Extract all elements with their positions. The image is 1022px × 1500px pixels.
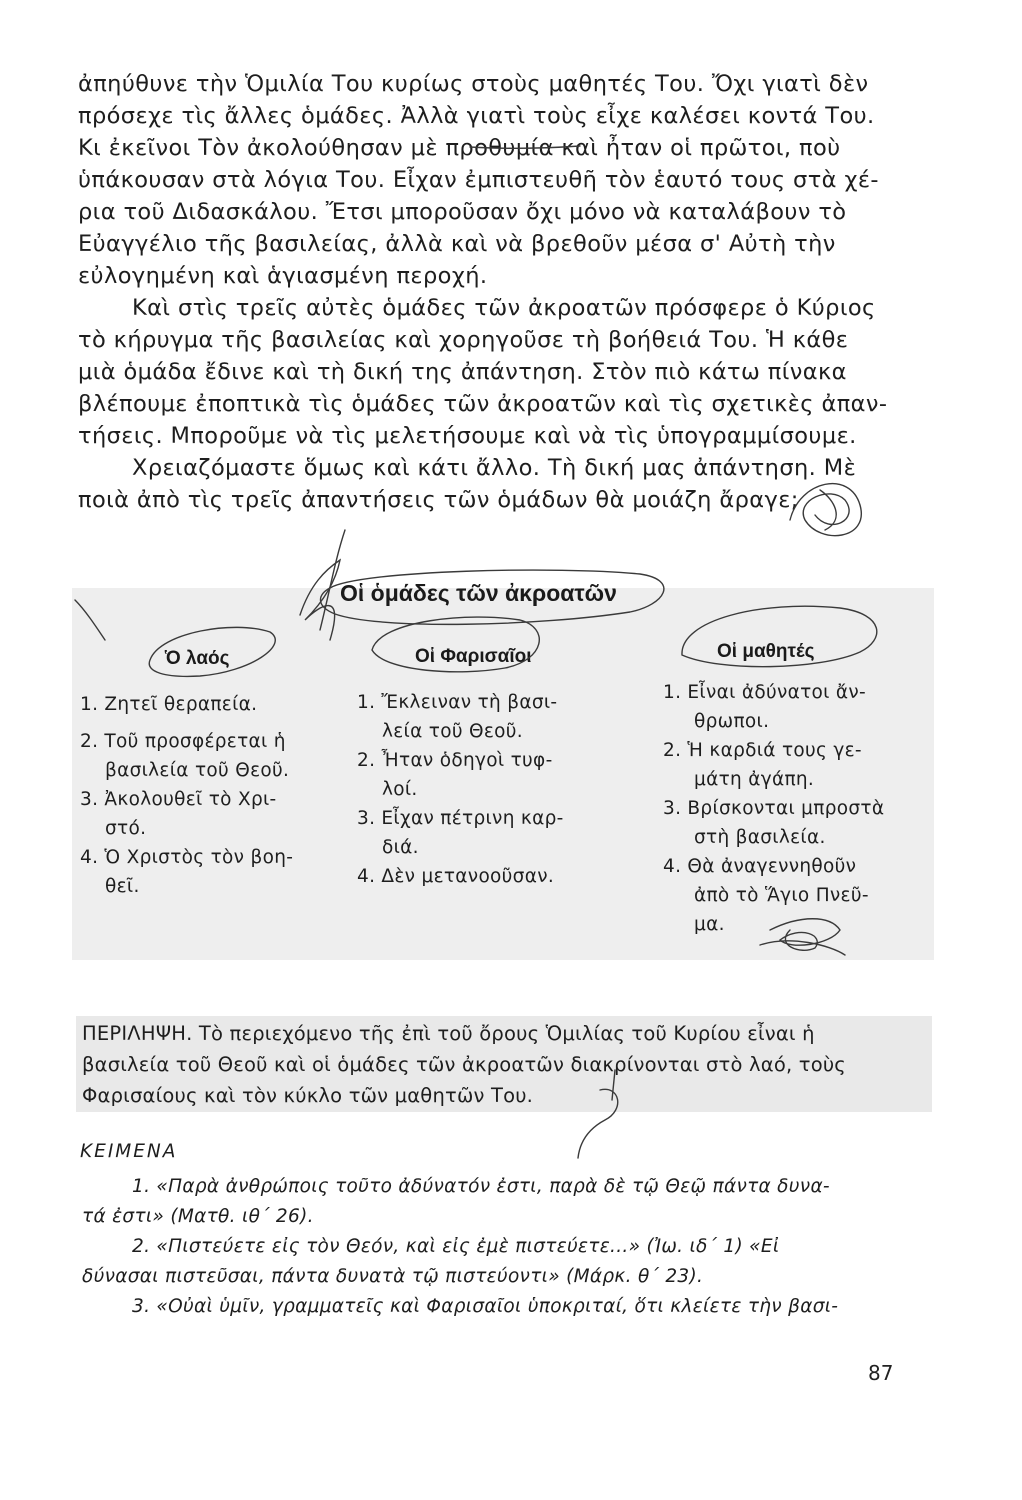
list-item: στὴ βασιλεία. bbox=[694, 827, 826, 848]
body-line: πρόσεχε τὶς ἄλλες ὁμάδες. Ἀλλὰ γιατὶ τοὺς εἶχε καλέσει κοντά Του. bbox=[78, 103, 875, 129]
list-item: 3. Ἀκολουθεῖ τὸ Χρι- bbox=[80, 789, 277, 810]
column-heading-disciples: Οἱ μαθητές bbox=[717, 641, 815, 662]
body-line: ποιὰ ἀπὸ τὶς τρεῖς ἀπαντήσεις τῶν ὁμάδων θὰ μοιάζη ἄραγε; bbox=[78, 487, 799, 513]
reference-line: 3. «Οὐαὶ ὑμῖν, γραμματεῖς καὶ Φαρισαῖοι ὑποκριταί, ὅτι κλείετε τὴν βασι- bbox=[132, 1296, 839, 1317]
summary-line: Φαρισαίους καὶ τὸν κύκλο τῶν μαθητῶν Του. bbox=[82, 1084, 534, 1107]
summary-line: βασιλεία τοῦ Θεοῦ καὶ οἱ ὁμάδες τῶν ἀκροατῶν διακρίνονται στὸ λαό, τοὺς bbox=[82, 1053, 846, 1076]
body-line: Κι ἐκεῖνοι Τὸν ἀκολούθησαν μὲ προθυμία καὶ ἦταν οἱ πρῶτοι, ποὺ bbox=[78, 135, 841, 161]
list-item: 1. Ἔκλειναν τὴ βασι- bbox=[357, 692, 558, 713]
body-line: βλέπουμε ἐποπτικὰ τὶς ὁμάδες τῶν ἀκροατῶν καὶ τὶς σχετικὲς ἀπαν- bbox=[78, 391, 888, 417]
body-line: Καὶ στὶς τρεῖς αὐτὲς ὁμάδες τῶν ἀκροατῶν πρόσφερε ὁ Κύριος bbox=[132, 295, 876, 321]
list-item: 3. Βρίσκονται μπροστὰ bbox=[663, 798, 885, 819]
column-heading-people: Ὁ λαός bbox=[165, 648, 230, 669]
body-line: ἀπηύθυνε τὴν Ὁμιλία Του κυρίως στοὺς μαθητές Του. Ὄχι γιατὶ δὲν bbox=[78, 71, 869, 97]
summary-line: ΠΕΡΙΛΗΨΗ. Τὸ περιεχόμενο τῆς ἐπὶ τοῦ ὄρους Ὁμιλίας τοῦ Κυρίου εἶναι ἡ bbox=[82, 1022, 815, 1045]
body-line: εὐλογημένη καὶ ἁγιασμένη περοχή. bbox=[78, 263, 488, 289]
column-people-list bbox=[80, 690, 293, 901]
list-item: ἀπὸ τὸ Ἅγιο Πνεῦ- bbox=[694, 885, 869, 906]
list-item: βασιλεία τοῦ Θεοῦ. bbox=[105, 760, 290, 781]
column-pharisees-list bbox=[357, 688, 564, 891]
list-item: 4. Θὰ ἀναγεννηθοῦν bbox=[663, 856, 857, 877]
list-item: θρωποι. bbox=[694, 711, 770, 732]
body-line: Χρειαζόμαστε ὅμως καὶ κάτι ἄλλο. Τὴ δική μας ἀπάντηση. Μὲ bbox=[132, 455, 857, 481]
body-text bbox=[78, 68, 908, 516]
body-line: τήσεις. Μποροῦμε νὰ τὶς μελετήσουμε καὶ νὰ τὶς ὑπογραμμίσουμε. bbox=[78, 423, 857, 449]
reference-line: 1. «Παρὰ ἀνθρώποις τοῦτο ἀδύνατόν ἐστι, παρὰ δὲ τῷ Θεῷ πάντα δυνα- bbox=[132, 1176, 830, 1197]
column-disciples-list bbox=[663, 678, 884, 939]
body-line: Εὐαγγέλιο τῆς βασιλείας, ἀλλὰ καὶ νὰ βρεθοῦν μέσα σ' Αὐτὴ τὴν bbox=[78, 231, 836, 257]
list-item: 2. Ἦταν ὁδηγοὶ τυφ- bbox=[357, 750, 553, 771]
list-item: λοί. bbox=[382, 779, 418, 800]
list-item: 4. Δὲν μετανοοῦσαν. bbox=[357, 866, 555, 887]
summary-box bbox=[76, 1016, 932, 1112]
body-line: ρια τοῦ Διδασκάλου. Ἔτσι μποροῦσαν ὄχι μόνο νὰ καταλάβουν τὸ bbox=[78, 199, 847, 225]
list-item: 4. Ὁ Χριστὸς τὸν βοη- bbox=[80, 847, 294, 868]
list-item: θεῖ. bbox=[105, 876, 140, 897]
reference-line: 2. «Πιστεύετε εἰς τὸν Θεόν, καὶ εἰς ἐμὲ πιστεύετε...» (Ἰω. ιδ΄ 1) «Εἰ bbox=[132, 1236, 780, 1257]
reference-line: δύνασαι πιστεῦσαι, πάντα δυνατὰ τῷ πιστεύοντι» (Μάρκ. θ΄ 23). bbox=[82, 1266, 704, 1287]
body-line: μιὰ ὁμάδα ἔδινε καὶ τὴ δική της ἀπάντηση. Στὸν πιὸ κάτω πίνακα bbox=[78, 359, 847, 385]
references-list bbox=[82, 1172, 922, 1322]
reference-line: τά ἐστι» (Ματθ. ιθ΄ 26). bbox=[82, 1206, 314, 1227]
section-heading-texts: ΚΕΙΜΕΝΑ bbox=[80, 1141, 178, 1162]
list-item: 3. Εἶχαν πέτρινη καρ- bbox=[357, 808, 564, 829]
list-item: μάτη ἀγάπη. bbox=[694, 769, 815, 790]
list-item: 2. Τοῦ προσφέρεται ἡ bbox=[80, 731, 286, 752]
list-item: στό. bbox=[105, 818, 147, 839]
list-item: 1. Εἶναι ἀδύνατοι ἄν- bbox=[663, 682, 866, 703]
page-number: 87 bbox=[868, 1361, 894, 1385]
body-line: τὸ κήρυγμα τῆς βασιλείας καὶ χορηγοῦσε τὴ βοήθειά Του. Ἡ κάθε bbox=[78, 327, 849, 353]
list-item: 1. Ζητεῖ θεραπεία. bbox=[80, 694, 258, 715]
list-item: διά. bbox=[382, 837, 419, 858]
list-item: λεία τοῦ Θεοῦ. bbox=[382, 721, 523, 742]
list-item: μα. bbox=[694, 914, 725, 935]
list-item: 2. Ἡ καρδιά τους γε- bbox=[663, 740, 862, 761]
body-line: ὑπάκουσαν στὰ λόγια Του. Εἶχαν ἐμπιστευθῆ τὸν ἑαυτό τους στὰ χέ- bbox=[78, 167, 879, 193]
groups-table-title: Οἱ ὁμάδες τῶν ἀκροατῶν bbox=[340, 580, 617, 606]
column-heading-pharisees: Οἱ Φαρισαῖοι bbox=[415, 646, 532, 667]
